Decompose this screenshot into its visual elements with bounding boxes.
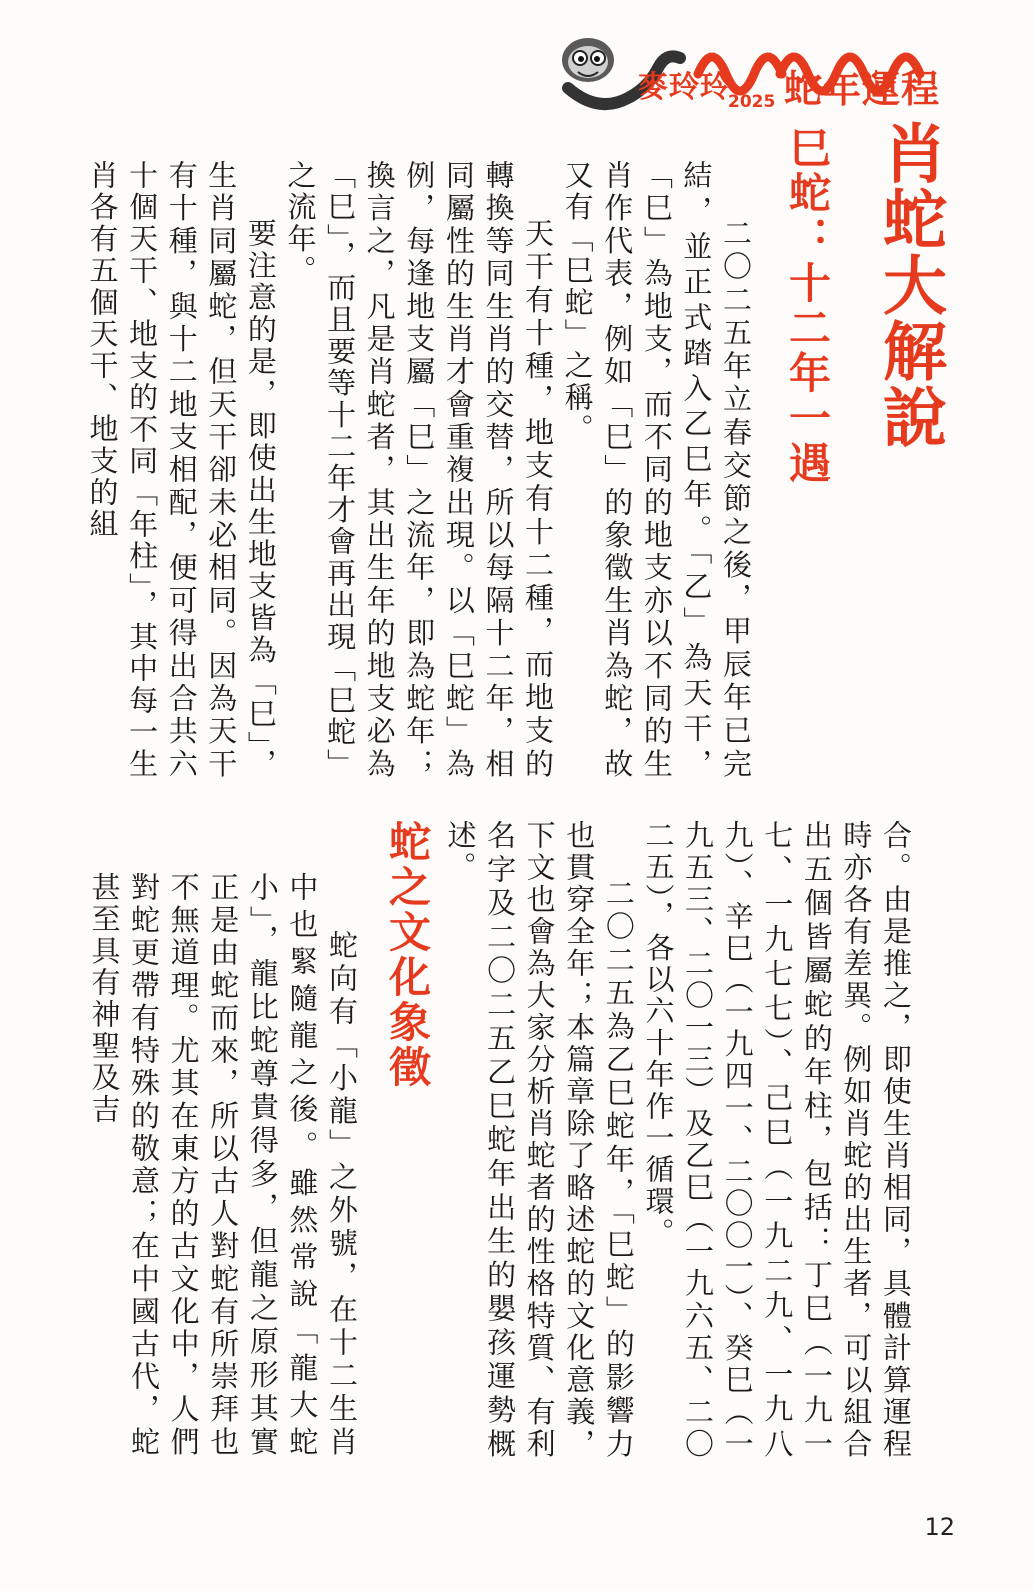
brand-title: 蛇年運程 bbox=[784, 67, 941, 111]
header-logo bbox=[548, 18, 1018, 118]
section-heading-2: 蛇之文化象徵 bbox=[383, 820, 432, 1090]
paragraph-1: 二〇二五年立春交節之後，甲辰年已完結，並正式踏入乙巳年。「乙」為天干，「巳」為地支，而不同的地支亦以不同的生肖作代表，例如「巳」的象徵生肖為蛇，故又有「巳蛇」之稱。 bbox=[560, 160, 753, 780]
lower-right-text-block bbox=[443, 820, 915, 1460]
paragraph-2: 天干有十種，地支有十二種，而地支的轉換等同生肖的交替，所以每隔十二年，相同屬性的生肖才會重複出現。以「巳蛇」為例，每逢地支屬「巳」之流年，即為蛇年；換言之，凡是肖蛇者，其出生年的地支必為「巳」，而且要等十二年才會再出現「巳蛇」之流年。 bbox=[283, 160, 556, 780]
upper-text-block bbox=[85, 160, 755, 780]
brand-author: 麥玲玲 bbox=[638, 70, 731, 105]
paragraph-3: 要注意的是，即使出生地支皆為「巳」，生肖同屬蛇，但天干卻未必相同。因為天干有十種，與十二地支相配，便可得出合共六十個天干、地支的不同「年柱」，其中每一生肖各有五個天干、地支的組 bbox=[85, 160, 278, 780]
paragraph-6: 蛇向有「小龍」之外號，在十二生肖中也緊隨龍之後。雖然常說「龍大蛇小」，龍比蛇尊貴得多，但龍之原形其實正是由蛇而來，所以古人對蛇有所崇拜也不無道理。尤其在東方的古文化中，人們對蛇更帶有特殊的敬意；在中國古代，蛇甚至具有神聖及吉 bbox=[87, 872, 359, 1458]
cartoon-snake-icon bbox=[548, 18, 1018, 118]
paragraph-4: 合。由是推之，即使生肖相同，具體計算運程時亦各有差異。例如肖蛇的出生者，可以組合出五個皆屬蛇的年柱，包括：丁巳（一九一七、一九七七）、己巳（一九二九、一九八九）、辛巳（一九四一、二〇〇一）、癸巳（一九五三、二〇一三）及乙巳（一九六五、二〇二五），各以六十年作一循環。 bbox=[641, 820, 913, 1460]
paragraph-5: 二〇二五為乙巳蛇年，「巳蛇」的影響力也貫穿全年；本篇章除了略述蛇的文化意義，下文也會為大家分析肖蛇者的性格特質、有利名字及二〇二五乙巳蛇年出生的嬰孩運勢概述。 bbox=[443, 820, 636, 1460]
section-heading-1: 巳蛇：十二年一遇 bbox=[783, 126, 832, 486]
page-title: 肖蛇大解說 bbox=[872, 120, 946, 450]
page-number: 12 bbox=[924, 1513, 955, 1541]
lower-left-text-block bbox=[87, 872, 361, 1458]
brand-year: 2025 bbox=[728, 92, 776, 112]
